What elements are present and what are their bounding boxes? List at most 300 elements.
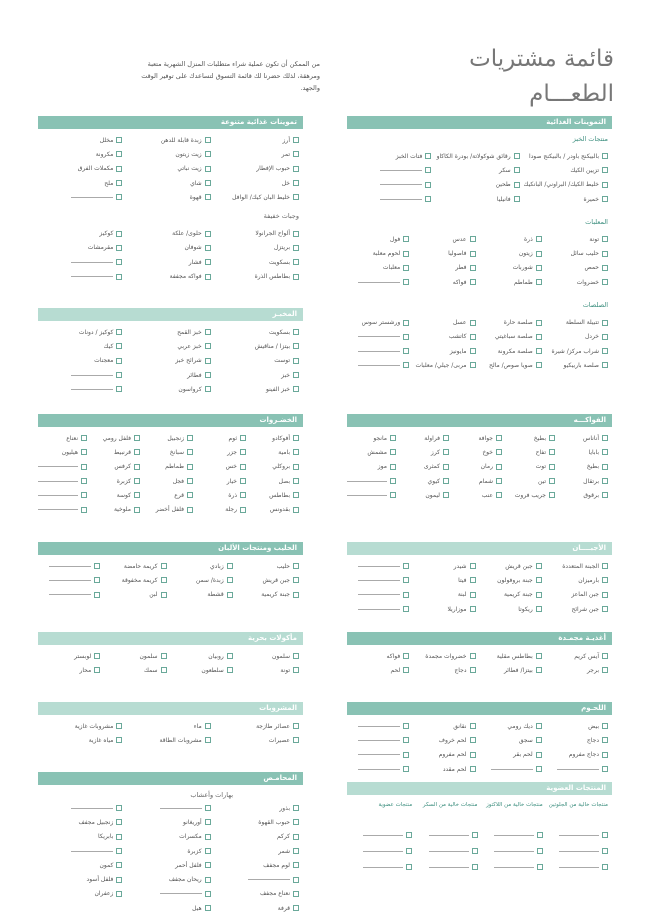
list-item[interactable] [480, 559, 542, 573]
checkbox[interactable] [403, 320, 409, 326]
list-item[interactable] [126, 241, 210, 255]
checkbox[interactable] [536, 348, 542, 354]
checkbox[interactable] [536, 737, 542, 743]
checkbox[interactable] [187, 449, 193, 455]
checkbox[interactable] [293, 877, 299, 883]
checkbox[interactable] [293, 653, 299, 659]
list-item[interactable] [197, 460, 246, 474]
list-item[interactable] [546, 559, 608, 573]
checkbox[interactable] [116, 358, 122, 364]
checkbox[interactable] [116, 891, 122, 897]
list-item[interactable] [197, 502, 246, 516]
checkbox[interactable] [602, 592, 608, 598]
list-item[interactable] [453, 431, 502, 445]
checkbox[interactable] [537, 864, 543, 870]
write-line[interactable] [49, 566, 91, 567]
list-item[interactable] [435, 163, 519, 177]
blank-row[interactable] [347, 843, 412, 859]
list-item[interactable] [215, 382, 299, 396]
checkbox[interactable] [187, 478, 193, 484]
checkbox[interactable] [116, 259, 122, 265]
list-item[interactable] [559, 474, 608, 488]
checkbox[interactable] [602, 435, 608, 441]
list-item[interactable] [453, 445, 502, 459]
blank-row[interactable] [347, 827, 412, 843]
checkbox[interactable] [116, 137, 122, 143]
checkbox[interactable] [205, 848, 211, 854]
list-item[interactable] [453, 460, 502, 474]
checkbox[interactable] [536, 279, 542, 285]
list-item[interactable] [215, 226, 299, 240]
checkbox[interactable] [161, 577, 167, 583]
list-item[interactable] [347, 163, 431, 177]
blank-row[interactable] [543, 859, 608, 875]
checkbox[interactable] [134, 449, 140, 455]
checkbox[interactable] [403, 236, 409, 242]
checkbox[interactable] [81, 464, 87, 470]
list-item[interactable] [215, 719, 299, 733]
list-item[interactable] [347, 488, 396, 502]
list-item[interactable] [413, 330, 475, 344]
checkbox[interactable] [602, 265, 608, 271]
write-line[interactable] [358, 769, 400, 770]
list-item[interactable] [435, 192, 519, 206]
list-item[interactable] [347, 246, 409, 260]
checkbox[interactable] [205, 372, 211, 378]
list-item[interactable] [347, 748, 409, 762]
list-item[interactable] [506, 488, 555, 502]
checkbox[interactable] [293, 667, 299, 673]
list-item[interactable] [347, 474, 396, 488]
checkbox[interactable] [536, 577, 542, 583]
list-item[interactable] [144, 460, 193, 474]
list-item[interactable] [237, 559, 299, 573]
list-item[interactable] [480, 719, 542, 733]
list-item[interactable] [38, 460, 87, 474]
list-item[interactable] [38, 255, 122, 269]
write-line[interactable] [363, 867, 403, 868]
list-item[interactable] [126, 801, 210, 815]
list-item[interactable] [126, 162, 210, 176]
list-item[interactable] [144, 474, 193, 488]
checkbox[interactable] [472, 864, 478, 870]
checkbox[interactable] [134, 507, 140, 513]
checkbox[interactable] [602, 236, 608, 242]
checkbox[interactable] [403, 265, 409, 271]
list-item[interactable] [480, 733, 542, 747]
checkbox[interactable] [470, 592, 476, 598]
list-item[interactable] [126, 255, 210, 269]
list-item[interactable] [413, 663, 475, 677]
list-item[interactable] [559, 431, 608, 445]
list-item[interactable] [546, 719, 608, 733]
checkbox[interactable] [205, 862, 211, 868]
list-item[interactable] [38, 872, 122, 886]
blank-row[interactable] [412, 859, 477, 875]
checkbox[interactable] [470, 723, 476, 729]
checkbox[interactable] [472, 848, 478, 854]
list-item[interactable] [347, 663, 409, 677]
checkbox[interactable] [293, 891, 299, 897]
checkbox[interactable] [94, 653, 100, 659]
write-line[interactable] [71, 276, 113, 277]
list-item[interactable] [480, 315, 542, 329]
write-line[interactable] [358, 726, 400, 727]
checkbox[interactable] [94, 667, 100, 673]
list-item[interactable] [126, 830, 210, 844]
list-item[interactable] [171, 649, 233, 663]
list-item[interactable] [400, 488, 449, 502]
list-item[interactable] [546, 573, 608, 587]
checkbox[interactable] [205, 166, 211, 172]
checkbox[interactable] [403, 348, 409, 354]
list-item[interactable] [250, 445, 299, 459]
write-line[interactable] [380, 170, 422, 171]
list-item[interactable] [480, 762, 542, 776]
checkbox[interactable] [293, 848, 299, 854]
checkbox[interactable] [443, 492, 449, 498]
write-line[interactable] [358, 609, 400, 610]
checkbox[interactable] [537, 848, 543, 854]
checkbox[interactable] [403, 563, 409, 569]
list-item[interactable] [215, 801, 299, 815]
checkbox[interactable] [81, 478, 87, 484]
list-item[interactable] [126, 719, 210, 733]
checkbox[interactable] [536, 667, 542, 673]
checkbox[interactable] [205, 877, 211, 883]
list-item[interactable] [413, 559, 475, 573]
checkbox[interactable] [293, 329, 299, 335]
list-item[interactable] [480, 275, 542, 289]
list-item[interactable] [38, 474, 87, 488]
list-item[interactable] [91, 474, 140, 488]
checkbox[interactable] [602, 348, 608, 354]
checkbox[interactable] [602, 182, 608, 188]
list-item[interactable] [347, 649, 409, 663]
list-item[interactable] [126, 339, 210, 353]
write-line[interactable] [49, 594, 91, 595]
list-item[interactable] [546, 261, 608, 275]
list-item[interactable] [524, 192, 608, 206]
checkbox[interactable] [134, 435, 140, 441]
write-line[interactable] [38, 481, 78, 482]
checkbox[interactable] [470, 251, 476, 257]
checkbox[interactable] [293, 386, 299, 392]
write-line[interactable] [559, 867, 599, 868]
checkbox[interactable] [425, 167, 431, 173]
checkbox[interactable] [116, 834, 122, 840]
list-item[interactable] [524, 178, 608, 192]
list-item[interactable] [546, 246, 608, 260]
checkbox[interactable] [227, 563, 233, 569]
list-item[interactable] [215, 733, 299, 747]
write-line[interactable] [358, 365, 400, 366]
list-item[interactable] [250, 488, 299, 502]
checkbox[interactable] [443, 478, 449, 484]
list-item[interactable] [126, 872, 210, 886]
checkbox[interactable] [293, 137, 299, 143]
checkbox[interactable] [240, 449, 246, 455]
list-item[interactable] [104, 573, 166, 587]
checkbox[interactable] [187, 492, 193, 498]
list-item[interactable] [546, 649, 608, 663]
list-item[interactable] [38, 269, 122, 283]
checkbox[interactable] [390, 492, 396, 498]
checkbox[interactable] [472, 832, 478, 838]
checkbox[interactable] [293, 819, 299, 825]
checkbox[interactable] [470, 265, 476, 271]
list-item[interactable] [413, 649, 475, 663]
checkbox[interactable] [293, 151, 299, 157]
list-item[interactable] [144, 488, 193, 502]
checkbox[interactable] [602, 864, 608, 870]
list-item[interactable] [546, 330, 608, 344]
list-item[interactable] [38, 325, 122, 339]
checkbox[interactable] [293, 435, 299, 441]
list-item[interactable] [38, 663, 100, 677]
list-item[interactable] [347, 733, 409, 747]
checkbox[interactable] [116, 737, 122, 743]
list-item[interactable] [215, 844, 299, 858]
checkbox[interactable] [406, 864, 412, 870]
list-item[interactable] [546, 358, 608, 372]
list-item[interactable] [38, 488, 87, 502]
checkbox[interactable] [443, 449, 449, 455]
write-line[interactable] [358, 282, 400, 283]
list-item[interactable] [104, 559, 166, 573]
list-item[interactable] [559, 460, 608, 474]
checkbox[interactable] [116, 805, 122, 811]
checkbox[interactable] [406, 832, 412, 838]
list-item[interactable] [413, 246, 475, 260]
checkbox[interactable] [602, 449, 608, 455]
checkbox[interactable] [240, 478, 246, 484]
list-item[interactable] [171, 559, 233, 573]
checkbox[interactable] [549, 478, 555, 484]
checkbox[interactable] [293, 259, 299, 265]
list-item[interactable] [197, 445, 246, 459]
checkbox[interactable] [116, 877, 122, 883]
list-item[interactable] [453, 488, 502, 502]
checkbox[interactable] [240, 507, 246, 513]
list-item[interactable] [126, 147, 210, 161]
list-item[interactable] [38, 339, 122, 353]
checkbox[interactable] [227, 667, 233, 673]
checkbox[interactable] [293, 577, 299, 583]
list-item[interactable] [104, 663, 166, 677]
write-line[interactable] [559, 851, 599, 852]
write-line[interactable] [160, 893, 202, 894]
list-item[interactable] [347, 559, 409, 573]
list-item[interactable] [38, 226, 122, 240]
write-line[interactable] [248, 879, 290, 880]
write-line[interactable] [71, 375, 113, 376]
list-item[interactable] [413, 762, 475, 776]
checkbox[interactable] [205, 905, 211, 911]
checkbox[interactable] [205, 151, 211, 157]
list-item[interactable] [215, 858, 299, 872]
list-item[interactable] [250, 431, 299, 445]
list-item[interactable] [347, 573, 409, 587]
list-item[interactable] [215, 830, 299, 844]
checkbox[interactable] [94, 577, 100, 583]
checkbox[interactable] [293, 507, 299, 513]
checkbox[interactable] [205, 723, 211, 729]
list-item[interactable] [171, 588, 233, 602]
list-item[interactable] [215, 255, 299, 269]
write-line[interactable] [358, 336, 400, 337]
write-line[interactable] [363, 835, 403, 836]
list-item[interactable] [453, 474, 502, 488]
list-item[interactable] [38, 588, 100, 602]
checkbox[interactable] [536, 236, 542, 242]
list-item[interactable] [91, 502, 140, 516]
checkbox[interactable] [602, 577, 608, 583]
list-item[interactable] [237, 588, 299, 602]
checkbox[interactable] [116, 862, 122, 868]
checkbox[interactable] [81, 449, 87, 455]
checkbox[interactable] [205, 194, 211, 200]
checkbox[interactable] [514, 167, 520, 173]
checkbox[interactable] [602, 320, 608, 326]
write-line[interactable] [380, 184, 422, 185]
write-line[interactable] [347, 495, 387, 496]
list-item[interactable] [347, 719, 409, 733]
checkbox[interactable] [205, 386, 211, 392]
list-item[interactable] [347, 192, 431, 206]
checkbox[interactable] [293, 563, 299, 569]
checkbox[interactable] [161, 653, 167, 659]
list-item[interactable] [413, 344, 475, 358]
checkbox[interactable] [116, 329, 122, 335]
blank-row[interactable] [412, 843, 477, 859]
checkbox[interactable] [425, 182, 431, 188]
list-item[interactable] [38, 502, 87, 516]
list-item[interactable] [347, 344, 409, 358]
checkbox[interactable] [293, 449, 299, 455]
checkbox[interactable] [602, 723, 608, 729]
list-item[interactable] [413, 358, 475, 372]
checkbox[interactable] [293, 805, 299, 811]
list-item[interactable] [215, 815, 299, 829]
checkbox[interactable] [549, 449, 555, 455]
checkbox[interactable] [403, 752, 409, 758]
list-item[interactable] [237, 573, 299, 587]
list-item[interactable] [347, 275, 409, 289]
list-item[interactable] [480, 358, 542, 372]
list-item[interactable] [480, 602, 542, 616]
checkbox[interactable] [406, 848, 412, 854]
write-line[interactable] [380, 199, 422, 200]
list-item[interactable] [38, 354, 122, 368]
checkbox[interactable] [94, 563, 100, 569]
list-item[interactable] [347, 261, 409, 275]
checkbox[interactable] [425, 196, 431, 202]
checkbox[interactable] [470, 766, 476, 772]
checkbox[interactable] [470, 348, 476, 354]
checkbox[interactable] [187, 464, 193, 470]
list-item[interactable] [250, 502, 299, 516]
checkbox[interactable] [536, 653, 542, 659]
list-item[interactable] [126, 190, 210, 204]
checkbox[interactable] [536, 334, 542, 340]
list-item[interactable] [91, 431, 140, 445]
checkbox[interactable] [293, 737, 299, 743]
list-item[interactable] [104, 588, 166, 602]
checkbox[interactable] [293, 834, 299, 840]
checkbox[interactable] [470, 279, 476, 285]
checkbox[interactable] [227, 577, 233, 583]
list-item[interactable] [524, 149, 608, 163]
write-line[interactable] [347, 481, 387, 482]
checkbox[interactable] [205, 358, 211, 364]
list-item[interactable] [480, 748, 542, 762]
list-item[interactable] [215, 901, 299, 915]
list-item[interactable] [215, 887, 299, 901]
list-item[interactable] [144, 502, 193, 516]
write-line[interactable] [71, 389, 113, 390]
list-item[interactable] [413, 275, 475, 289]
checkbox[interactable] [602, 492, 608, 498]
checkbox[interactable] [403, 606, 409, 612]
checkbox[interactable] [205, 737, 211, 743]
checkbox[interactable] [116, 372, 122, 378]
list-item[interactable] [413, 602, 475, 616]
checkbox[interactable] [116, 166, 122, 172]
list-item[interactable] [480, 344, 542, 358]
checkbox[interactable] [403, 766, 409, 772]
list-item[interactable] [38, 649, 100, 663]
list-item[interactable] [413, 573, 475, 587]
list-item[interactable] [559, 445, 608, 459]
list-item[interactable] [347, 445, 396, 459]
checkbox[interactable] [205, 819, 211, 825]
list-item[interactable] [435, 178, 519, 192]
list-item[interactable] [250, 474, 299, 488]
checkbox[interactable] [470, 653, 476, 659]
checkbox[interactable] [496, 492, 502, 498]
checkbox[interactable] [293, 358, 299, 364]
list-item[interactable] [480, 330, 542, 344]
checkbox[interactable] [205, 245, 211, 251]
list-item[interactable] [413, 733, 475, 747]
list-item[interactable] [38, 382, 122, 396]
list-item[interactable] [506, 445, 555, 459]
write-line[interactable] [71, 262, 113, 263]
checkbox[interactable] [443, 435, 449, 441]
list-item[interactable] [546, 733, 608, 747]
list-item[interactable] [435, 149, 519, 163]
write-line[interactable] [494, 851, 534, 852]
checkbox[interactable] [134, 464, 140, 470]
list-item[interactable] [559, 488, 608, 502]
list-item[interactable] [347, 178, 431, 192]
list-item[interactable] [38, 830, 122, 844]
checkbox[interactable] [403, 334, 409, 340]
checkbox[interactable] [293, 180, 299, 186]
checkbox[interactable] [240, 435, 246, 441]
list-item[interactable] [347, 431, 396, 445]
checkbox[interactable] [470, 737, 476, 743]
list-item[interactable] [38, 241, 122, 255]
checkbox[interactable] [293, 194, 299, 200]
write-line[interactable] [71, 808, 113, 809]
write-line[interactable] [160, 808, 202, 809]
list-item[interactable] [347, 588, 409, 602]
list-item[interactable] [126, 368, 210, 382]
list-item[interactable] [215, 872, 299, 886]
list-item[interactable] [347, 358, 409, 372]
